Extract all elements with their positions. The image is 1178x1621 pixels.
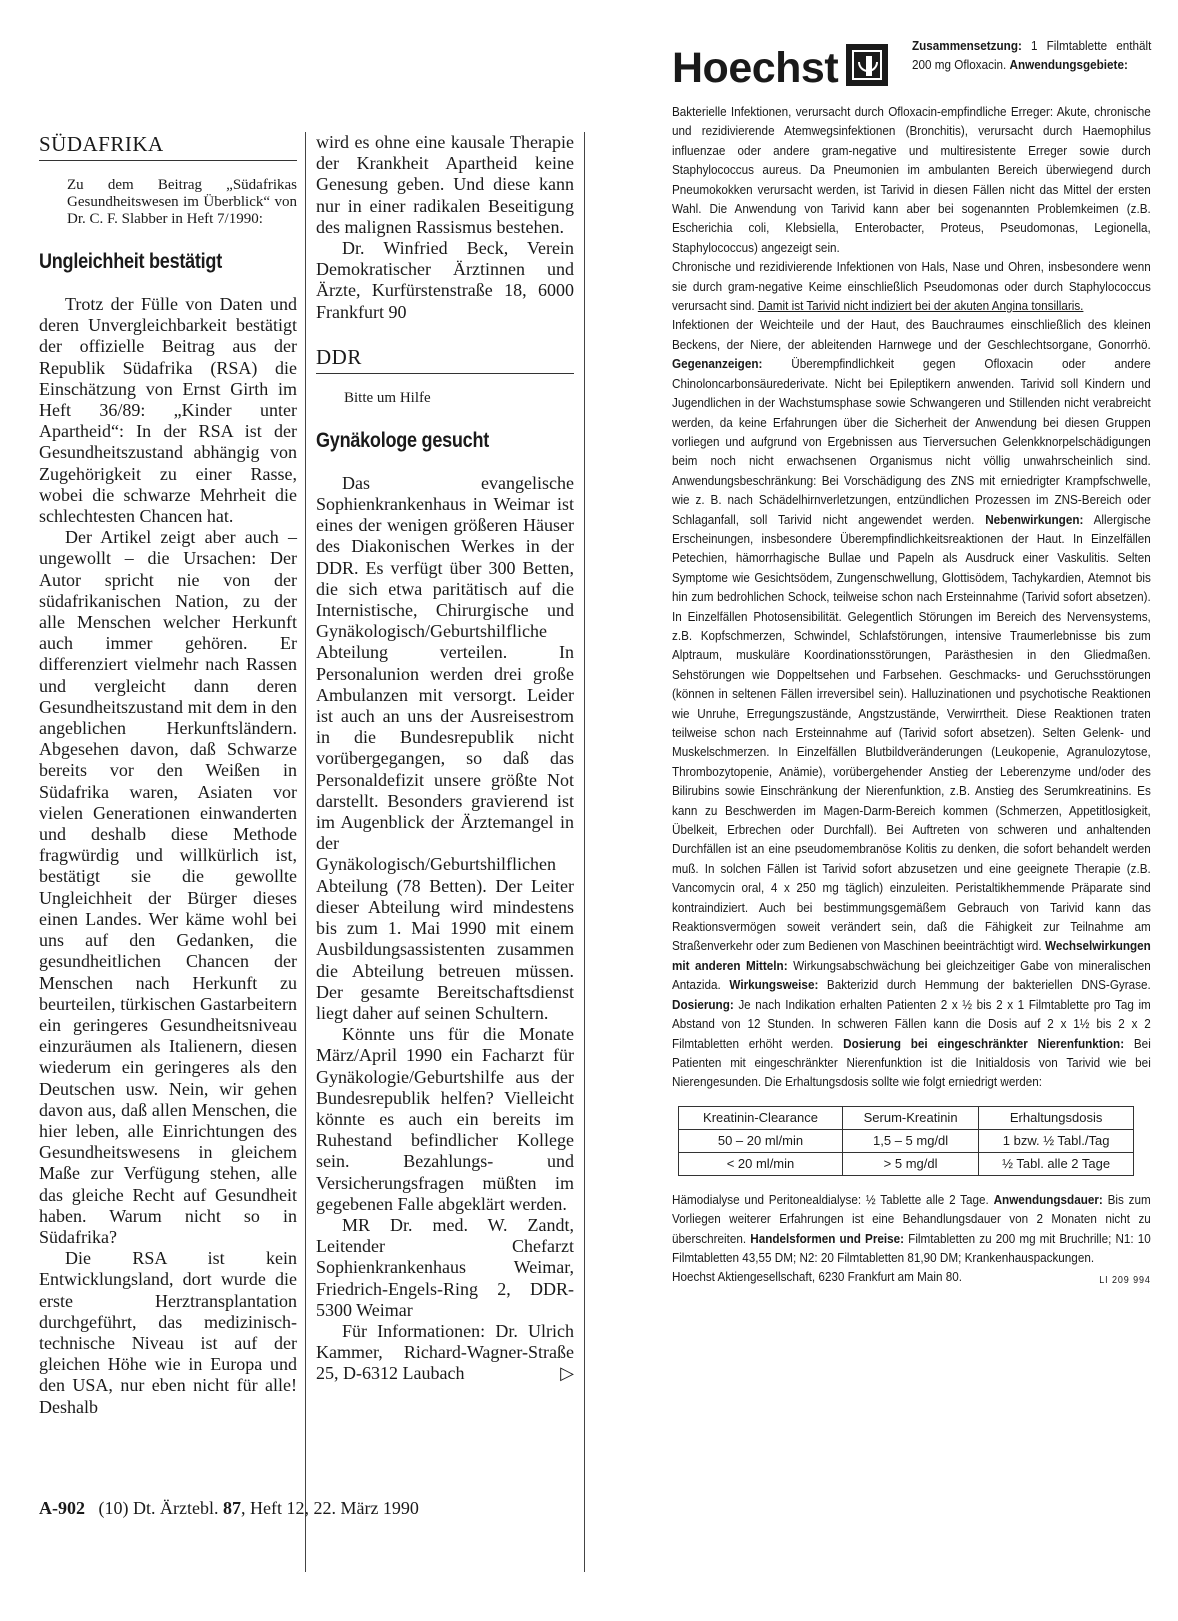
page-number: A-902 <box>39 1498 85 1518</box>
table-row <box>679 1152 1134 1175</box>
letter-headline: Gynäkologe gesucht <box>316 428 489 452</box>
advertisement-tarivid <box>672 36 1152 1291</box>
section-heading-suedafrika: SÜDAFRIKA <box>39 132 297 161</box>
continue-arrow-icon: ▷ <box>560 1363 574 1384</box>
issue-date: , Heft 12, 22. März 1990 <box>240 1498 419 1518</box>
ad-header <box>672 36 1152 102</box>
section-heading-ddr: DDR <box>316 345 574 374</box>
paragraph: Trotz der Fülle von Daten und deren Unvergleichbarkeit bestätigt der offizielle Beitrag aus der Republik Südafrika (RSA) die Einschätzung von Ernst Girth im Heft 36/89: „Kinder unter Apartheid“: In der RSA ist der Gesundheitszustand abhängig von Zugehörigkeit zu einer Rasse, wobei die schwarze Mehrheit die schlechtesten Chancen hat. <box>39 294 297 527</box>
text: Bis zum Vorliegen weiterer Erfahrungen ist eine Behandlungsdauer von 2 Monaten nicht zu überschreiten. <box>672 1191 1151 1246</box>
letter-continuation <box>316 132 574 323</box>
dosage-table <box>678 1106 1134 1176</box>
label: Dosierung: <box>672 996 734 1012</box>
table-header: Serum-Kreatinin <box>842 1106 978 1129</box>
volume-number: 87 <box>222 1498 241 1518</box>
hoechst-tower-icon <box>846 44 888 86</box>
text: Hämodialyse und Peritonealdialyse: ½ Tablette alle 2 Tage. <box>672 1191 994 1207</box>
label: Gegenanzeigen: <box>672 356 763 372</box>
underlined-text: Damit ist Tarivid nicht indiziert bei der akuten Angina tonsillaris. <box>757 298 1084 314</box>
page-footer <box>39 1498 419 1519</box>
table-cell: < 20 ml/min <box>679 1152 843 1175</box>
text: 1 Filmtablette enthält 200 mg Ofloxacin. <box>912 38 1152 73</box>
text: Allergische Erscheinungen, insbesondere Überempfindlichkeitsreaktionen der Haut. In Einzelfällen Petechien, hämorrhagische Bullae und Papeln als Ausdruck einer Vaskulitis. Selten Symptome wie Gesichtsödem, Zungenschwellung, Glottisödem, Tachykardien, Atemnot bis hin zum bedrohlichen Schock, teilweise schon nach Ersteinnahme (Tarivid sofort absetzen). In Einzelfällen Photosensibilität. Gelegentlich Störungen im Bereich des Nervensystems, z.B. Kopfschmerzen, Schwindel, Schlafstörungen, intensive Traumerlebnisse bis zum Alptraum, muskuläre Koordinationsstörungen, Parästhesien in den Gliedmaßen. Sehstörungen wie Doppeltsehen und Farbsehen. Geschmacks- und Geruchsstörungen (können in seltenen Fällen irreversibel sein). Halluzinationen und psychotische Reaktionen wie Unruhe, Erregungszustände, Angstzustände, Verwirrtheit. Diese Reaktionen traten teilweise schon nach Ersteinnahme auf (Tarivid sofort absetzen). Selten Gelenk- und Muskelschmerzen. In Einzelfällen Blutbildveränderungen (Leukopenie, Agranulozytose, Thrombozytopenie, Anämie), vorübergehender Anstieg der Leberenzyme und/oder des Bilirubins sowie Einschränkung der Nierenfunktion, z.B. Anstieg des Serumkreatinins. Es kann zu Beschwerden im Magen-Darm-Bereich kommen (Schmerzen, Appetitlosigkeit, Übelkeit, Erbrechen oder Durchfall). Bei Auftreten von schweren und anhaltenden Durchfällen ist an eine pseudomembranöse Kolitis zu denken, die sofort behandelt werden muß. In solchen Fällen ist Tarivid sofort abzusetzen und eine geeignete Therapie (z.B. Vancomycin oral, 4 x 250 mg täglich) einzuleiten. Peristaltikhemmende Präparate sind kontraindiziert. Auch bei bestimmungsgemäßem Gebrauch von Tarivid kann das Reaktionsvermögen soweit verändert sein, daß die Fähigkeit zur Teilnahme am Straßenverkehr oder zum Bedienen von Maschinen beeinträchtigt wird. <box>672 511 1151 954</box>
table-header-row <box>679 1106 1134 1129</box>
label: Zusammensetzung: <box>912 38 1022 53</box>
ad-paragraph <box>672 315 1151 1091</box>
column-divider <box>584 132 585 1572</box>
label: Anwendungsdauer: <box>993 1191 1103 1207</box>
signature: Dr. Winfried Beck, Verein Demokratischer Ärztinnen und Ärzte, Kurfürstenstraße 18, 6000 Frankfurt 90 <box>316 238 574 322</box>
text: Filmtabletten zu 200 mg mit Bruchrille; N1: 10 Filmtabletten 43,55 DM; N2: 20 Filmtabletten 81,90 DM; Krankenhauspackungen. <box>672 1230 1151 1265</box>
signature: MR Dr. med. W. Zandt, Leitender Chefarzt Sophienkrankenhaus Weimar, Friedrich-Engels-Ring 2, DDR-5300 Weimar <box>316 1214 574 1320</box>
text: Wirkungsabschwächung bei gleichzeitiger Gabe von mineralischen Antazida. <box>672 957 1151 993</box>
label: Dosierung bei eingeschränkter Nierenfunktion: <box>843 1035 1125 1051</box>
column-ddr <box>316 132 574 1385</box>
letter-body <box>39 294 297 1418</box>
table-cell: 1 bzw. ½ Tabl./Tag <box>979 1129 1134 1152</box>
column-divider <box>305 132 306 1572</box>
table-cell: 1,5 – 5 mg/dl <box>842 1129 978 1152</box>
table-header: Erhaltungsdosis <box>979 1106 1134 1129</box>
table-row <box>679 1129 1134 1152</box>
text: Chronische und rezidivierende Infektionen von Hals, Nase und Ohren, insbesondere wenn sie durch gram-negative Keime einschließlich Pseudomonas oder durch Staphylococcus verursacht sind. <box>672 259 1151 314</box>
ad-company-line <box>672 1267 1151 1286</box>
text: Bei Patienten mit eingeschränkter Nierenfunktion ist die Initialdosis von Tarivid wie bei Nierengesunden. Die Erhaltungsdosis sollte wie folgt erniedrigt werden: <box>672 1035 1151 1090</box>
info-contact <box>316 1321 574 1385</box>
label: Wechselwirkungen mit anderen Mitteln: <box>672 938 1151 973</box>
paragraph: Das evangelische Sophienkrankenhaus in Weimar ist eines der wenigen größeren Häuser des Diakonischen Werkes in der DDR. Es verfügt über 300 Betten, die sich etwa paritätisch auf die Internistische, Chirurgische und Gynäkologisch/Geburtshilfliche Abteilung verteilen. In Personalunion werden drei große Ambulanzen mit versorgt. Leider ist auch an uns der Ausreisestrom in die Bundesrepublik nicht vorübergegangen, so daß das Personaldefizit unsere größte Not darstellt. Besonders gravierend ist im Augenblick der Ärztemangel in der Gynäkologisch/Geburtshilflichen Abteilung (78 Betten). Der Leiter dieser Abteilung wird mindestens bis zum 1. Mai 1990 mit einem Ausbildungsassistenten zusammen die Abteilung betreuen müssen. Der gesamte Bereitschaftsdienst liegt daher auf seinen Schultern. <box>316 472 574 1023</box>
journal-name: (10) Dt. Ärztebl. <box>98 1498 223 1518</box>
label: Wirkungsweise: <box>729 977 819 993</box>
ad-paragraph <box>672 1190 1151 1268</box>
letter-intro: Bitte um Hilfe <box>344 389 431 406</box>
info-text: Für Informationen: Dr. Ulrich Kammer, Richard-Wagner-Straße 25, D-6312 Laubach <box>316 1320 574 1384</box>
ad-paragraph: Bakterielle Infektionen, verursacht durch Ofloxacin-empfindliche Erreger: Akute, chronische und rezidivierende Atemwegsinfektionen (Bronchitis), verursacht durch Haemophilus influenzae oder andere gram-negative und multiresistente Erreger sowie durch Staphylococcus aureus. Da Pneumonien im ambulanten Bereich überwiegend durch Pneumokokken verursacht werden, ist Tarivid in diesen Fällen nicht das Mittel der ersten Wahl. Die Anwendung von Tarivid kann aber bei sogenannten Problemkeimen (z.B. Escherichia coli, Klebsiella, Enterobacter, Proteus, Pseudomonas, Legionella, Staphylococcus) angezeigt sein. <box>672 104 1151 255</box>
letter-intro: Zu dem Beitrag „Südafrikas Gesundheitswesen im Überblick“ von Dr. C. F. Slabber in Heft 7/1990: <box>67 177 297 227</box>
label: Nebenwirkungen: <box>985 511 1084 527</box>
paragraph: Der Artikel zeigt aber auch – ungewollt – die Ursachen: Der Autor spricht nie von der südafrikanischen Nation, zu der alle Menschen welcher Herkunft auch immer gehören. Er differenziert vielmehr nach Rassen und vergleicht dann deren Gesundheitszustand mit dem in den angeblichen Herkunftsländern. Abgesehen davon, daß Schwarze bereits vor den Weißen in Südafrika waren, Asiaten vor vielen Generationen einwanderten und deshalb diese Methode fragwürdig und willkürlich ist, bestätigt sie die gewollte Ungleichheit der Bürger dieses einen Landes. Wer käme wohl bei uns auf den Gedanken, die gesundheitlichen Chancen der Menschen nach Herkunft zu beurteilen, türkischen Gastarbeitern ein geringeres Gesundheitsniveau einzuräumen als Italienern, diesen wiederum ein geringeres als den Deutschen usw. Nein, wir gehen davon aus, daß allen Menschen, die hier leben, alle Einrichtungen des Gesundheitswesens in gleichem Maße zur Verfügung stehen, alle das gleiche Recht auf Gesundheit haben. Warum nicht so in Südafrika? <box>39 527 297 1247</box>
text: Je nach Indikation erhalten Patienten 2 x ½ bis 2 x 1 Filmtablette pro Tag im Abstand von 12 Stunden. In schweren Fällen kann die Dosis auf 2 x 1½ bis 2 x 2 Filmtabletten erhöht werden. <box>672 996 1151 1051</box>
table-cell: 50 – 20 ml/min <box>679 1129 843 1152</box>
paragraph: Könnte uns für die Monate März/April 1990 ein Facharzt für Gynäkologie/Geburtshilfe aus der Bundesrepublik helfen? Vielleicht könnte es auch ein bereits im Ruhestand befindlicher Kollege sein. Bezahlungs- und Versicherungsfragen müßten im gegebenen Falle abgeklärt werden. <box>316 1024 574 1214</box>
ad-composition <box>912 36 1152 75</box>
label: Anwendungsgebiete: <box>1009 57 1128 73</box>
letter-headline: Ungleichheit bestätigt <box>39 250 222 273</box>
ad-code: LI 209 994 <box>1099 1275 1151 1287</box>
text: Infektionen der Weichteile und der Haut, des Bauchraumes einschließlich des kleinen Beckens, der Niere, der ableitenden Harnwege und der Geschlechtsorgane, Gonorrhö. <box>672 317 1151 352</box>
label: Handelsformen und Preise: <box>750 1230 905 1246</box>
hoechst-logo: Hoechst <box>672 44 839 92</box>
table-cell: ½ Tabl. alle 2 Tage <box>979 1152 1134 1175</box>
letter-body <box>316 473 574 1385</box>
paragraph: wird es ohne eine kausale Therapie der Krankheit Apartheid keine Genesung geben. Und diese kann nur in einer radikalen Beseitigung des malignen Rassismus bestehen. <box>316 132 574 237</box>
column-suedafrika <box>39 132 297 1418</box>
company-address: Hoechst Aktiengesellschaft, 6230 Frankfurt am Main 80. <box>672 1269 963 1285</box>
ad-paragraph <box>672 257 1151 315</box>
text: Bakterizid durch Hemmung der bakteriellen DNS-Gyrase. <box>818 977 1151 993</box>
table-header: Kreatinin-Clearance <box>679 1106 843 1129</box>
text: Überempfindlichkeit gegen Ofloxacin oder andere Chinoloncarbonsäurederivate. Nicht bei Epileptikern anwenden. Tarivid soll Kindern und Jugendlichen in der Wachstumsphase sowie Schwangeren und Stillenden nicht verabreicht werden, da keine Erfahrungen über die Sicherheit der Anwendung bei diesen Gruppen vorliegen und aufgrund von Ergebnissen aus Tierversuchen Gelenkknorpelschädigungen beim noch nicht erwachsenen Organismus nicht völlig unwahrscheinlich sind. Anwendungsbeschränkung: Bei Vorschädigung des ZNS mit erniedrigter Krampfschwelle, wie z. B. nach Schädelhirnverletzungen, entzündlichen Prozessen im ZNS-Bereich oder Schlaganfall, soll Tarivid nicht angewendet werden. <box>672 356 1151 527</box>
table-cell: > 5 mg/dl <box>842 1152 978 1175</box>
paragraph: Die RSA ist kein Entwicklungsland, dort wurde die erste Herztransplantation durchgeführt, das medizinisch-technische Niveau ist auf der gleichen Höhe wie in Europa und den USA, nur eben nicht für alle! Deshalb <box>39 1248 297 1417</box>
